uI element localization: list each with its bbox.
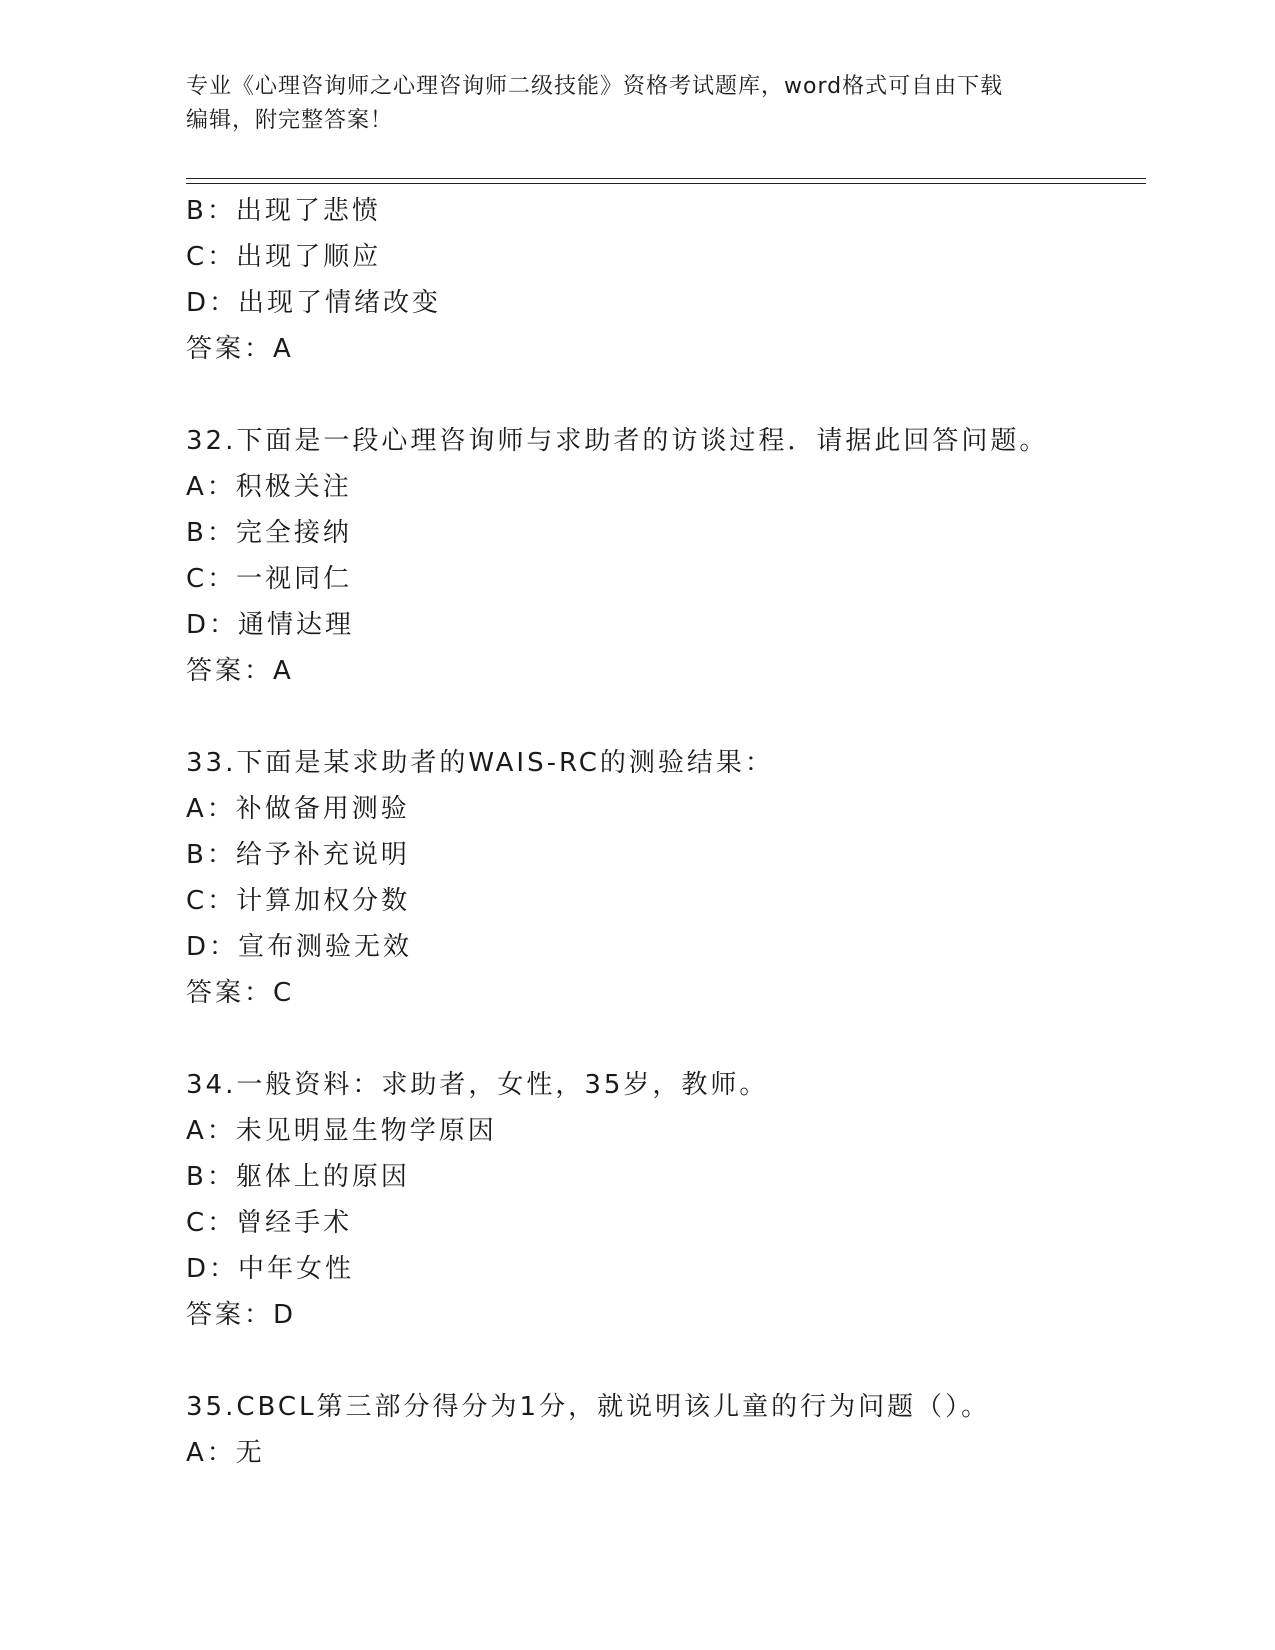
question-block bbox=[186, 418, 1146, 694]
header-divider-top bbox=[186, 178, 1146, 179]
option-text: D：通情达理 bbox=[186, 610, 355, 640]
question-text: 34.一般资料：求助者，女性，35岁，教师。 bbox=[186, 1070, 769, 1100]
question-text: 32.下面是一段心理咨询师与求助者的访谈过程．请据此回答问题。 bbox=[186, 426, 1049, 456]
option-text: C：计算加权分数 bbox=[186, 886, 411, 916]
question-block bbox=[186, 1062, 1146, 1338]
option-text: D：宣布测验无效 bbox=[186, 932, 413, 962]
option-text: C：出现了顺应 bbox=[186, 242, 382, 272]
block-spacer bbox=[186, 694, 1146, 740]
question-block bbox=[186, 740, 1146, 1016]
option-text: B：出现了悲愤 bbox=[186, 196, 381, 226]
question-block bbox=[186, 1384, 1146, 1476]
option-text: D：出现了情绪改变 bbox=[186, 288, 442, 318]
answer-text: 答案：A bbox=[186, 656, 294, 686]
answer-text: 答案：C bbox=[186, 978, 295, 1008]
question-text: 33.下面是某求助者的WAIS-RC的测验结果： bbox=[186, 748, 774, 778]
answer-text: 答案：D bbox=[186, 1300, 297, 1330]
answer-text: 答案：A bbox=[186, 334, 294, 364]
option-text: C：一视同仁 bbox=[186, 564, 353, 594]
option-text: D：中年女性 bbox=[186, 1254, 355, 1284]
header-divider-bottom bbox=[186, 183, 1146, 184]
header-line-2: 编辑，附完整答案！ bbox=[186, 108, 394, 133]
option-text: A：补做备用测验 bbox=[186, 794, 410, 824]
question-text: 35.CBCL第三部分得分为1分，就说明该儿童的行为问题（）。 bbox=[186, 1392, 991, 1422]
block-spacer bbox=[186, 1016, 1146, 1062]
header-line-1: 专业《心理咨询师之心理咨询师二级技能》资格考试题库，word格式可自由下载 bbox=[186, 74, 1004, 99]
block-spacer bbox=[186, 1338, 1146, 1384]
document-header bbox=[186, 70, 1066, 138]
option-text: A：积极关注 bbox=[186, 472, 352, 502]
option-text: B：完全接纳 bbox=[186, 518, 352, 548]
block-spacer bbox=[186, 372, 1146, 418]
option-text: B：躯体上的原因 bbox=[186, 1162, 410, 1192]
option-text: A：未见明显生物学原因 bbox=[186, 1116, 497, 1146]
question-list bbox=[186, 188, 1146, 1476]
option-text: C：曾经手术 bbox=[186, 1208, 353, 1238]
option-text: B：给予补充说明 bbox=[186, 840, 410, 870]
question-block bbox=[186, 188, 1146, 372]
option-text: A：无 bbox=[186, 1438, 265, 1468]
